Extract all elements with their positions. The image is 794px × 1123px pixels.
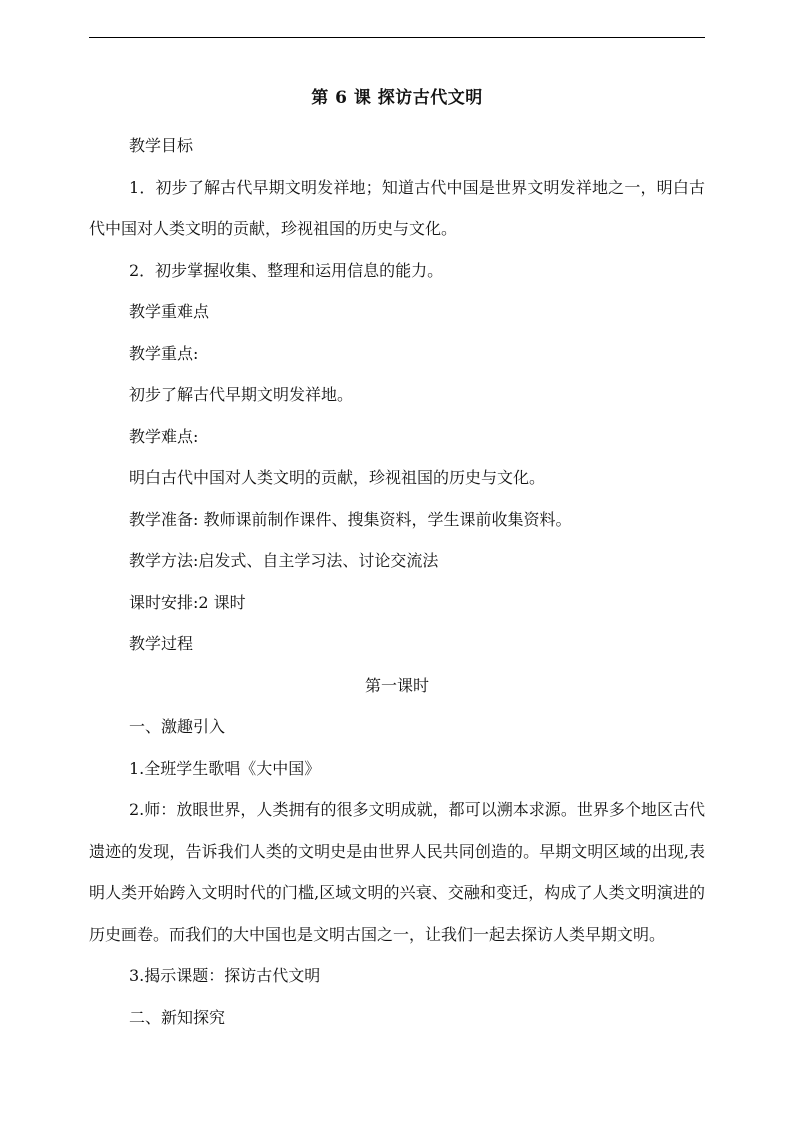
goal-item-2: 2．初步掌握收集、整理和运用信息的能力。 xyxy=(129,260,444,280)
step-intro-item-3: 3.揭示课题：探访古代文明 xyxy=(129,966,321,985)
document-body xyxy=(89,125,705,1038)
document-page xyxy=(89,84,705,1038)
teaching-preparation: 教学准备: 教师课前制作课件、搜集资料，学生课前收集资料。 xyxy=(129,509,572,529)
section-key-difficult-points: 教学重难点 xyxy=(129,302,210,321)
goal-item-1: 1．初步了解古代早期文明发祥地；知道古代中国是世界文明发祥地之一，明白古代中国对人类文明的贡献，珍视祖国的历史与文化。 xyxy=(89,177,705,238)
heading-first-period: 第一课时 xyxy=(364,675,429,695)
section-teaching-process: 教学过程 xyxy=(129,634,194,653)
key-point-text: 初步了解古代早期文明发祥地。 xyxy=(129,385,354,404)
label-key-point: 教学重点: xyxy=(129,343,199,363)
step-new-knowledge-heading: 二、新知探究 xyxy=(129,1007,226,1027)
lesson-title: 第 6 课 探访古代文明 xyxy=(311,88,483,108)
difficult-point-text: 明白古代中国对人类文明的贡献，珍视祖国的历史与文化。 xyxy=(129,468,546,487)
label-difficult-point: 教学难点: xyxy=(129,426,199,446)
step-intro-item-1: 1.全班学生歌唱《大中国》 xyxy=(129,758,321,778)
teaching-method: 教学方法:启发式、自主学习法、讨论交流法 xyxy=(129,551,439,570)
step-intro-item-2: 2.师：放眼世界，人类拥有的很多文明成就，都可以溯本求源。世界多个地区古代遗迹的发现，告诉我们人类的文明史是由世界人民共同创造的。早期文明区域的出现,表明人类开始跨入文明时代的门槛,区域文明的兴衰、交融和变迁，构成了人类文明演进的历史画卷。而我们的大中国也是文明古国之一，让我们一起去探访人类早期文明。 xyxy=(89,800,705,944)
header-rule xyxy=(89,37,705,38)
step-intro-heading: 一、激趣引入 xyxy=(129,717,226,736)
section-teaching-goals: 教学目标 xyxy=(129,136,194,155)
class-hours: 课时安排:2 课时 xyxy=(129,592,246,612)
